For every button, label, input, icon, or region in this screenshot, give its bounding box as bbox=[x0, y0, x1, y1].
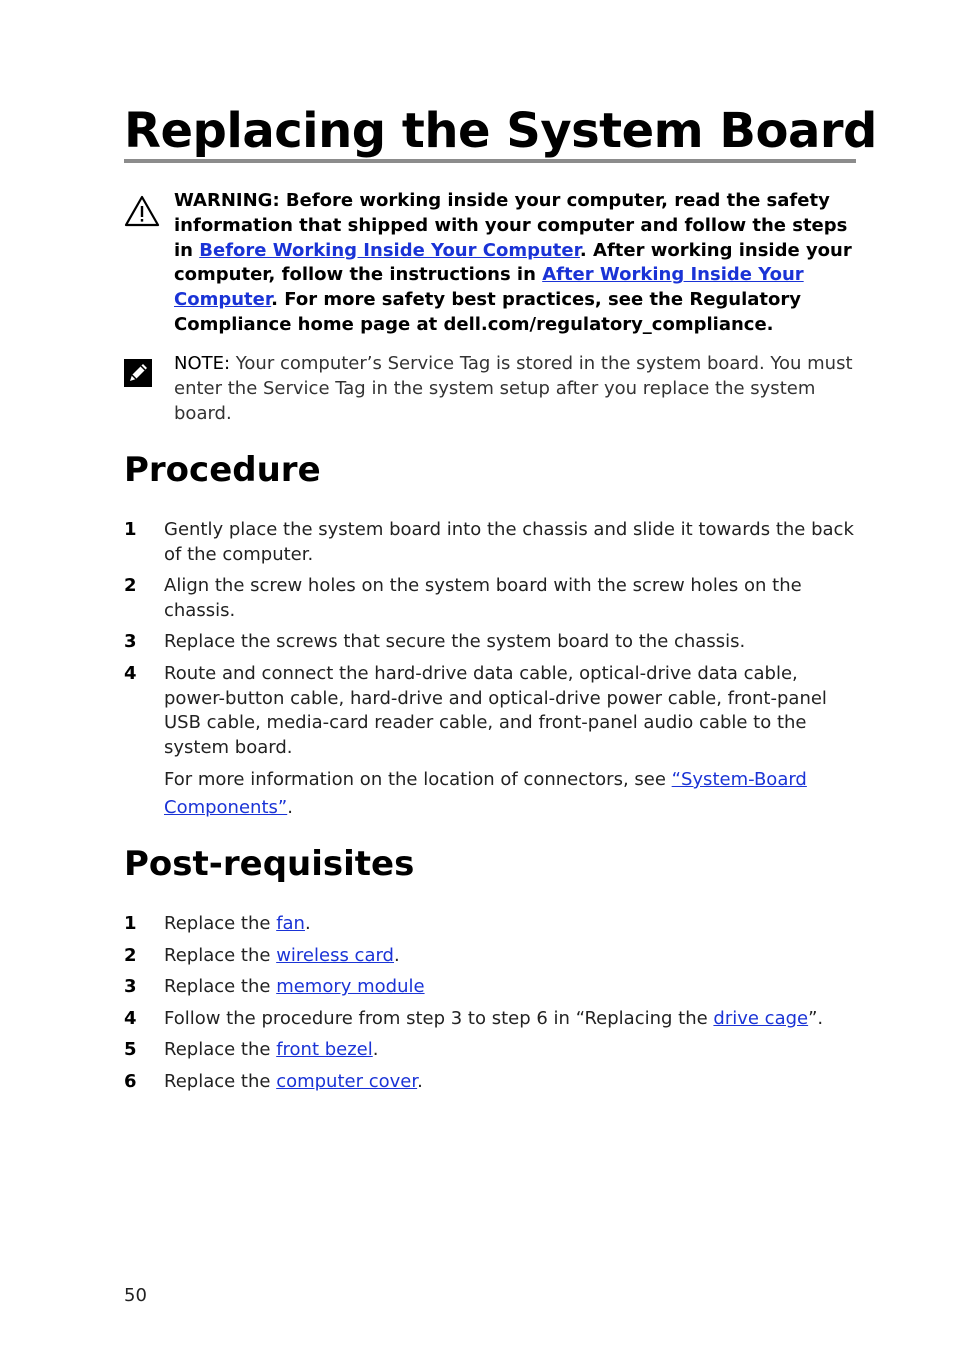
step-text bbox=[164, 975, 856, 1000]
step-number: 3 bbox=[124, 976, 137, 998]
memory-module-link[interactable]: memory module bbox=[276, 976, 425, 998]
more-info-prefix: For more information on the location of connectors, see bbox=[164, 769, 672, 790]
procedure-heading: Procedure bbox=[124, 450, 321, 490]
after-working-link[interactable]: After Working Inside Your Computer bbox=[174, 264, 804, 311]
note-text bbox=[174, 351, 856, 426]
page-title: Replacing the System Board bbox=[124, 103, 877, 159]
step-number: 3 bbox=[124, 631, 137, 652]
step-suffix: . bbox=[304, 913, 311, 934]
step-number: 5 bbox=[124, 1039, 137, 1061]
list-item bbox=[124, 912, 856, 944]
step-suffix: . bbox=[372, 1039, 379, 1061]
warning-triangle-icon bbox=[124, 195, 160, 227]
warning-text-part-1: WARNING: Before working inside your computer, read the safety information that shipped with your computer and follow the steps in bbox=[174, 190, 848, 261]
fan-link[interactable]: fan bbox=[276, 913, 305, 934]
list-item bbox=[124, 1007, 856, 1039]
step-text bbox=[164, 912, 856, 937]
postreq-heading: Post-requisites bbox=[124, 844, 415, 884]
more-info-suffix: . bbox=[287, 797, 293, 818]
step-number: 2 bbox=[124, 944, 137, 966]
before-working-link[interactable]: Before Working Inside Your Computer bbox=[199, 239, 580, 261]
procedure-steps bbox=[124, 518, 856, 822]
list-item bbox=[124, 1070, 856, 1102]
step-text: Route and connect the hard-drive data cable, optical-drive data cable, power-button cable, hard-drive and optical-drive power cable, front-panel USB cable, media-card reader cable, and front-panel audio cable to the system board. bbox=[164, 663, 827, 758]
step-prefix: Replace the bbox=[164, 913, 277, 934]
note-body: Your computer’s Service Tag is stored in the system board. You must enter the Service Tag in the system setup after you replace the system board. bbox=[174, 353, 853, 424]
page-number: 50 bbox=[124, 1285, 147, 1306]
step-prefix: Replace the bbox=[164, 976, 277, 998]
computer-cover-link[interactable]: computer cover bbox=[276, 1070, 418, 1092]
note-pencil-icon bbox=[124, 359, 152, 387]
step-text: Replace the screws that secure the system board to the chassis. bbox=[164, 631, 746, 652]
step-number: 4 bbox=[124, 1007, 137, 1029]
system-board-components-link[interactable]: “System-Board Components” bbox=[164, 769, 807, 818]
step-number: 1 bbox=[124, 913, 137, 934]
step-text bbox=[164, 1007, 856, 1032]
step-number: 4 bbox=[124, 663, 137, 684]
step-prefix: Replace the bbox=[164, 944, 277, 966]
step-prefix: Follow the procedure from step 3 to step 6 in “Replacing the bbox=[164, 1007, 714, 1029]
step-text bbox=[164, 1070, 856, 1095]
step-number: 6 bbox=[124, 1070, 137, 1092]
step-text bbox=[164, 944, 856, 969]
postreq-steps bbox=[124, 912, 856, 1102]
step-suffix: ”. bbox=[808, 1007, 824, 1029]
title-rule bbox=[124, 159, 856, 163]
list-item bbox=[124, 518, 856, 574]
warning-text bbox=[174, 189, 856, 338]
step-suffix: . bbox=[393, 944, 400, 966]
list-item bbox=[124, 630, 856, 662]
step-number: 2 bbox=[124, 575, 137, 596]
drive-cage-link[interactable]: drive cage bbox=[713, 1007, 809, 1029]
front-bezel-link[interactable]: front bezel bbox=[276, 1039, 373, 1061]
wireless-card-link[interactable]: wireless card bbox=[276, 944, 394, 966]
warning-text-part-3: . For more safety best practices, see the Regulatory Compliance home page at dell.com/regulatory_compliance. bbox=[174, 289, 801, 335]
step-text: Gently place the system board into the chassis and slide it towards the back of the computer. bbox=[164, 519, 854, 565]
step-prefix: Replace the bbox=[164, 1039, 277, 1061]
more-info-text bbox=[164, 766, 856, 822]
warning-text-part-2: . After working inside your computer, follow the instructions in bbox=[174, 239, 852, 286]
step-prefix: Replace the bbox=[164, 1070, 277, 1092]
list-item bbox=[124, 975, 856, 1007]
step-suffix: . bbox=[417, 1070, 423, 1092]
step-number: 1 bbox=[124, 519, 137, 540]
step-text bbox=[164, 1038, 856, 1063]
list-item bbox=[124, 574, 856, 630]
list-item bbox=[124, 944, 856, 976]
note-label: NOTE: bbox=[174, 353, 231, 374]
list-item bbox=[124, 662, 856, 822]
step-text: Align the screw holes on the system board with the screw holes on the chassis. bbox=[164, 575, 802, 621]
list-item bbox=[124, 1038, 856, 1070]
